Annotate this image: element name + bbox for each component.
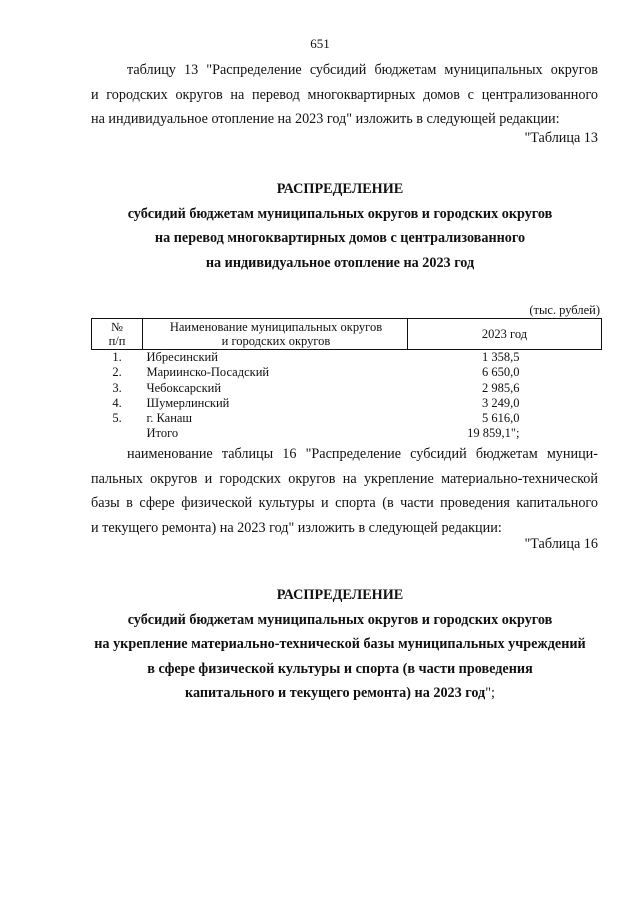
row-value: 3 249,0 — [482, 395, 520, 410]
row-value: 2 985,6 — [482, 380, 520, 395]
header-number-line1: № — [111, 320, 123, 334]
table-row — [92, 411, 602, 426]
header-name-line2: и городских округов — [221, 334, 331, 348]
distribution-table — [91, 318, 602, 442]
header-name-line1: Наименование муниципальных округов — [169, 320, 383, 334]
heading-line: на перевод многоквартирных домов с централизованного — [154, 230, 526, 246]
text-line: наименование таблицы 16 "Распределение субсидий бюджетам муници- — [127, 446, 598, 462]
total-value: 19 859,1"; — [467, 426, 520, 441]
row-number: 4. — [112, 395, 122, 410]
header-number — [92, 319, 143, 350]
table-row — [92, 365, 602, 380]
heading-line: субсидий бюджетам муниципальных округов и городских округов — [127, 611, 553, 628]
units-label: (тыс. рублей) — [529, 303, 600, 317]
table-total-row — [92, 426, 602, 441]
row-name: г. Канаш — [146, 411, 193, 426]
heading-last-tail: "; — [485, 685, 495, 701]
row-name: Шумерлинский — [146, 395, 230, 410]
header-number-line2: п/п — [108, 334, 126, 348]
heading-table13 — [80, 177, 600, 275]
table16-reference: "Таблица 16 — [524, 536, 598, 552]
table-row — [92, 350, 602, 366]
total-label: Итого — [146, 426, 179, 441]
paragraph-table16-intro — [91, 442, 598, 540]
heading-line: на укрепление материально-технической базы муниципальных учреждений — [94, 636, 586, 652]
text-line: на индивидуальное отопление на 2023 год" изложить в следующей редакции: — [91, 111, 560, 127]
header-year: 2023 год — [408, 319, 602, 350]
row-name: Мариинско-Посадский — [146, 365, 270, 380]
heading-title: РАСПРЕДЕЛЕНИЕ — [276, 181, 404, 197]
text-line: базы в сфере физической культуры и спорта (в части проведения капитального — [91, 495, 598, 511]
total-number — [92, 426, 143, 441]
table-header-row — [92, 319, 602, 350]
table13-reference: "Таблица 13 — [524, 130, 598, 146]
row-number: 5. — [112, 411, 122, 426]
row-number: 1. — [112, 350, 122, 364]
row-number: 3. — [112, 380, 122, 395]
row-name: Чебоксарский — [146, 380, 222, 395]
text-line: таблицу 13 "Распределение субсидий бюджетам муниципальных округов — [127, 62, 598, 78]
row-value: 5 616,0 — [482, 411, 520, 426]
row-value: 6 650,0 — [482, 365, 520, 380]
row-value: 1 358,5 — [482, 350, 520, 364]
table-row — [92, 381, 602, 396]
heading-table16 — [60, 583, 620, 706]
heading-line: на индивидуальное отопление на 2023 год — [205, 254, 475, 271]
text-line: и городских округов на перевод многоквартирных домов с централизованного — [91, 86, 598, 103]
text-line: и текущего ремонта) на 2023 год" изложить в следующей редакции: — [91, 519, 502, 536]
heading-last-bold: капитального и текущего ремонта) на 2023 год — [185, 685, 486, 701]
heading-title: РАСПРЕДЕЛЕНИЕ — [276, 587, 404, 603]
header-name — [143, 319, 408, 350]
paragraph-table13-intro — [91, 58, 598, 132]
page-number: 651 — [310, 36, 330, 51]
row-number: 2. — [112, 365, 122, 380]
heading-line: в сфере физической культуры и спорта (в части проведения — [147, 660, 533, 677]
text-line: пальных округов и городских округов на укрепление материально-технической — [91, 470, 598, 487]
heading-line: субсидий бюджетам муниципальных округов и городских округов — [127, 205, 553, 222]
table-row — [92, 396, 602, 411]
heading-line — [60, 681, 620, 706]
row-name: Ибресинский — [146, 350, 218, 364]
